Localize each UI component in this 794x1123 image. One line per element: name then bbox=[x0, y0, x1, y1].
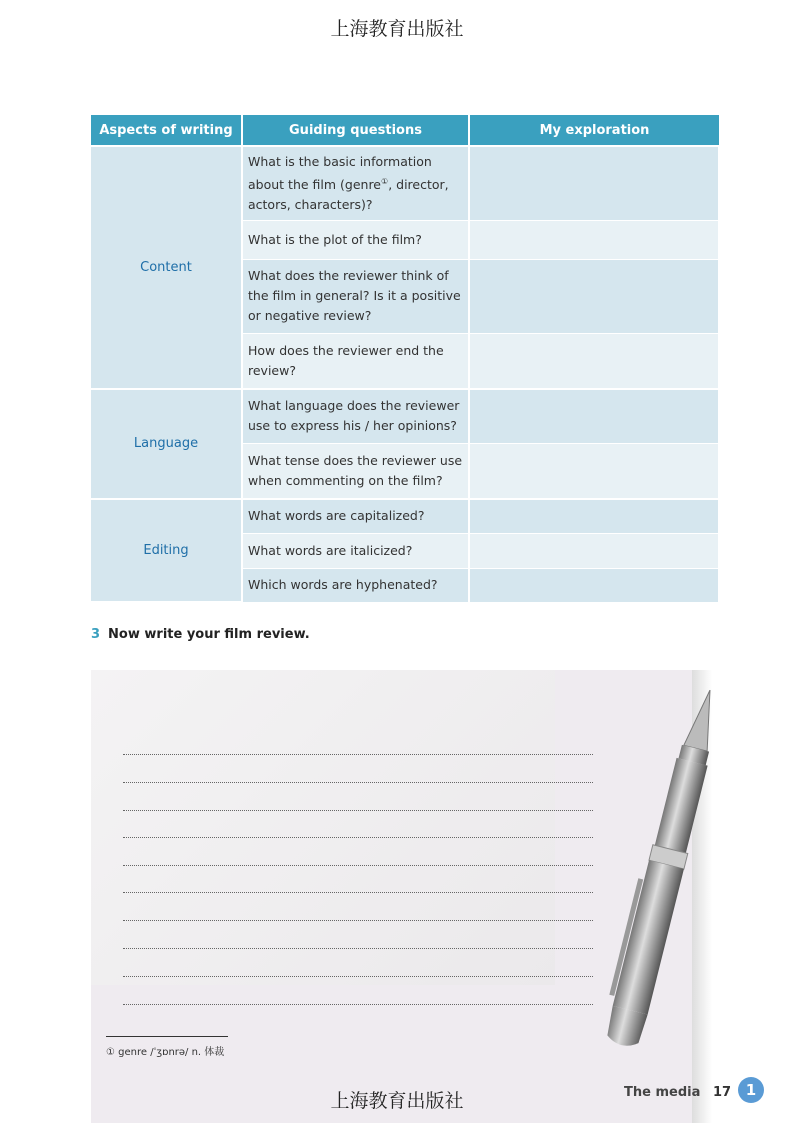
aspect-editing: Editing bbox=[91, 499, 242, 602]
task-instruction bbox=[91, 627, 310, 642]
fountain-pen-icon bbox=[590, 690, 740, 1080]
page-number: 17 bbox=[713, 1085, 732, 1100]
writing-aspects-table bbox=[91, 115, 720, 603]
question-cell: What does the reviewer think of the film in general? Is it a positive or negative review? bbox=[242, 259, 469, 333]
header-questions: Guiding questions bbox=[242, 115, 469, 146]
question-text: What is the basic information about the film (genre bbox=[248, 153, 432, 192]
table-row bbox=[91, 146, 719, 220]
exploration-cell[interactable] bbox=[469, 259, 719, 333]
question-text-tail: , director, actors, characters)? bbox=[248, 176, 449, 212]
table-header-row bbox=[91, 115, 719, 146]
writing-line[interactable] bbox=[123, 976, 593, 977]
exploration-cell[interactable] bbox=[469, 333, 719, 389]
unit-title: The media bbox=[624, 1085, 701, 1100]
publisher-watermark-footer: 上海教育出版社 bbox=[330, 1090, 464, 1112]
exploration-cell[interactable] bbox=[469, 533, 719, 568]
footnote-marker: ① bbox=[381, 176, 389, 186]
writing-line[interactable] bbox=[123, 865, 593, 866]
task-number: 3 bbox=[91, 627, 101, 642]
header-aspects: Aspects of writing bbox=[91, 115, 242, 146]
table-row bbox=[91, 389, 719, 443]
question-cell: What words are capitalized? bbox=[242, 499, 469, 533]
writing-line[interactable] bbox=[123, 837, 593, 838]
aspect-language: Language bbox=[91, 389, 242, 499]
writing-line[interactable] bbox=[123, 892, 593, 893]
writing-line[interactable] bbox=[123, 810, 593, 811]
writing-line[interactable] bbox=[123, 920, 593, 921]
exploration-cell[interactable] bbox=[469, 146, 719, 220]
writing-paper-highlight bbox=[91, 670, 555, 985]
writing-line[interactable] bbox=[123, 782, 593, 783]
writing-line[interactable] bbox=[123, 754, 593, 755]
task-text: Now write your film review. bbox=[108, 627, 310, 642]
question-cell: What words are italicized? bbox=[242, 533, 469, 568]
writing-line[interactable] bbox=[123, 948, 593, 949]
question-cell: Which words are hyphenated? bbox=[242, 568, 469, 602]
question-cell: How does the reviewer end the review? bbox=[242, 333, 469, 389]
exploration-cell[interactable] bbox=[469, 220, 719, 259]
writing-line[interactable] bbox=[123, 1004, 593, 1005]
header-exploration: My exploration bbox=[469, 115, 719, 146]
footnote: ① genre /ˈʒɒnrə/ n. 体裁 bbox=[106, 1047, 225, 1058]
table-row bbox=[91, 499, 719, 533]
aspect-content: Content bbox=[91, 146, 242, 389]
question-cell: What language does the reviewer use to express his / her opinions? bbox=[242, 389, 469, 443]
question-cell bbox=[242, 146, 469, 220]
question-cell: What is the plot of the film? bbox=[242, 220, 469, 259]
unit-badge: 1 bbox=[738, 1077, 764, 1103]
exploration-cell[interactable] bbox=[469, 499, 719, 533]
question-cell: What tense does the reviewer use when commenting on the film? bbox=[242, 443, 469, 499]
exploration-cell[interactable] bbox=[469, 443, 719, 499]
exploration-cell[interactable] bbox=[469, 389, 719, 443]
footnote-divider bbox=[106, 1036, 228, 1037]
exploration-cell[interactable] bbox=[469, 568, 719, 602]
publisher-watermark: 上海教育出版社 bbox=[330, 18, 464, 40]
